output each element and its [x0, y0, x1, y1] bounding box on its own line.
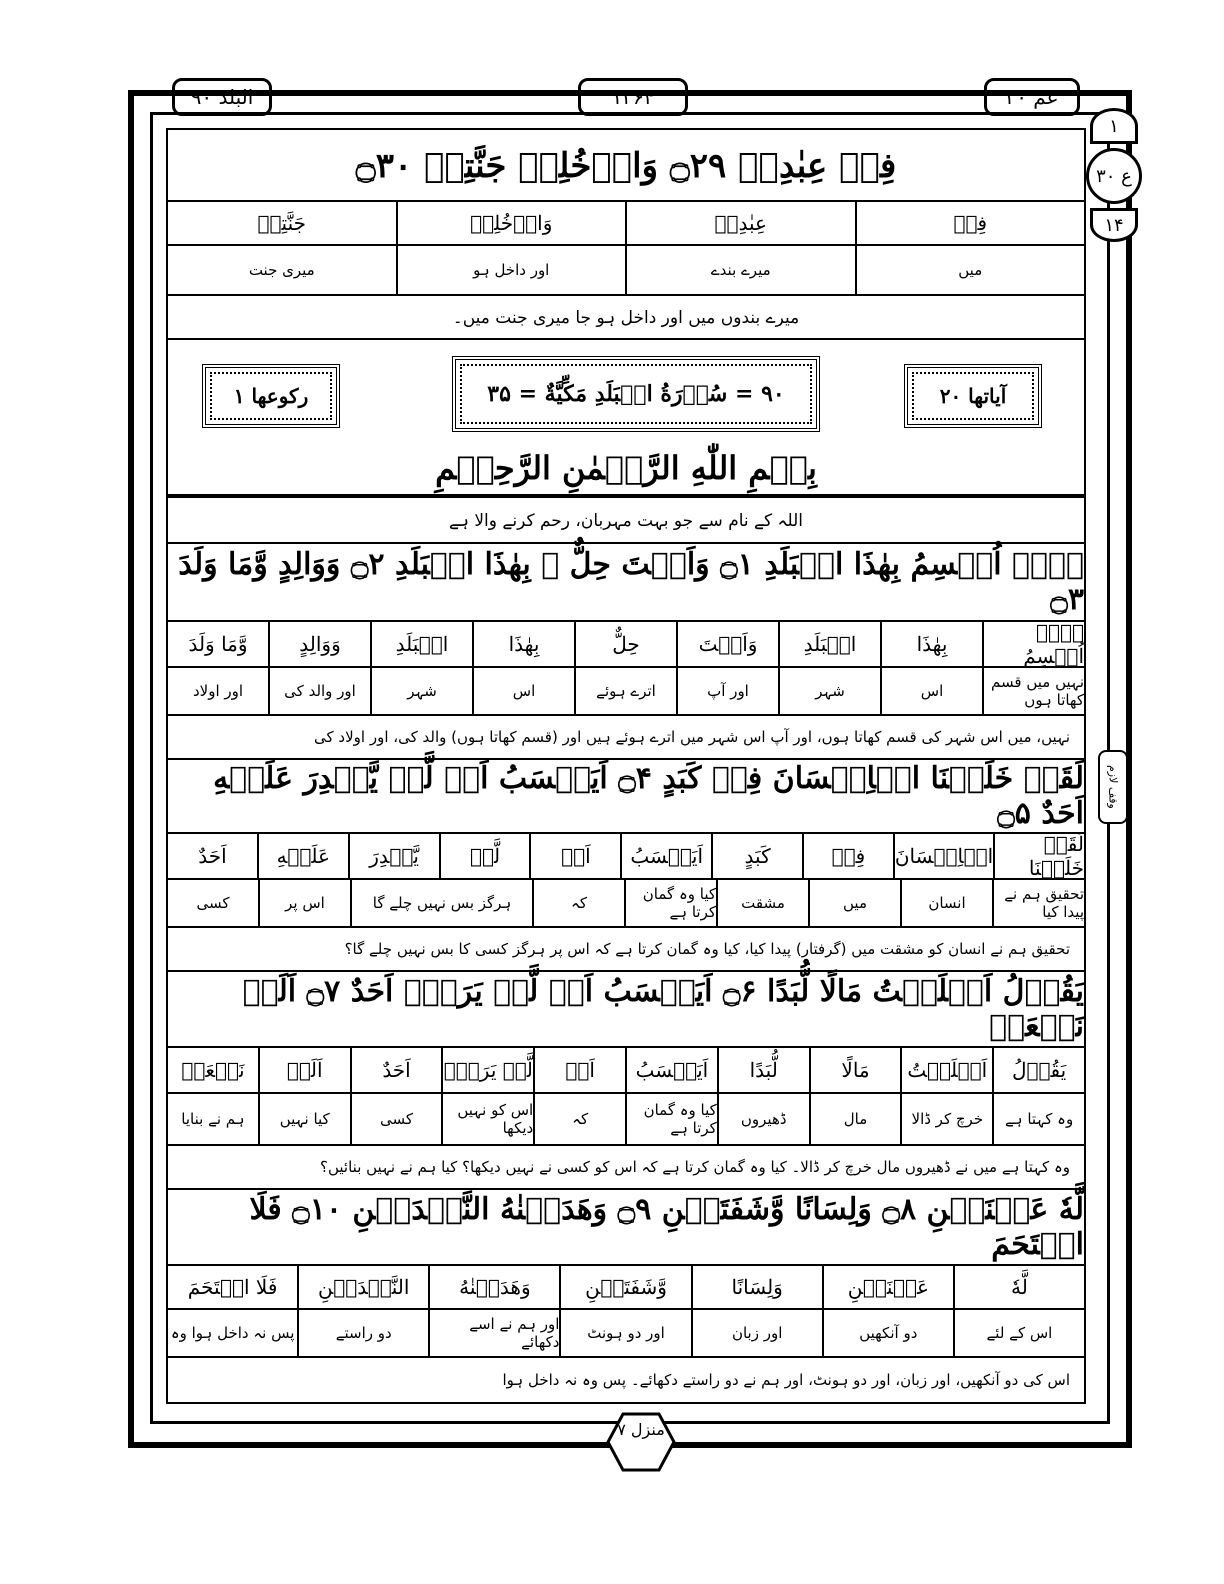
- word-cell: لَاۤ اُقۡسِمُ: [982, 622, 1084, 666]
- word-cell: اَحَدٌ: [350, 1048, 442, 1092]
- word-cell: جَنَّتِىۡ: [257, 211, 306, 235]
- word-cell: وَادۡخُلِىۡ: [396, 202, 626, 244]
- meaning-cell: میں: [855, 246, 1085, 294]
- waqf-note: وقف لازم: [1098, 750, 1128, 824]
- ayah-line: [168, 760, 1084, 834]
- meaning-cell: میں: [808, 880, 900, 926]
- translation-line: [168, 716, 1084, 760]
- word-cell: اَلَمۡ: [258, 1048, 350, 1092]
- translation-text: میرے بندوں میں اور داخل ہو جا میری جنت میں۔: [452, 307, 800, 328]
- bismillah-translation: اللہ کے نام سے جو بہت مہربان، رحم کرنے والا ہے: [168, 496, 1084, 544]
- ayah-text: فِىۡ عِبٰدِىۡ ۝۲۹ وَادۡخُلِىۡ جَنَّتِىۡ ۝۳۰: [355, 145, 897, 186]
- word-cell: اَنۡ: [533, 1048, 625, 1092]
- word-row: [168, 202, 1084, 246]
- surah-reference: البلد ۹۰: [190, 85, 254, 109]
- word-cell: عَلَيۡهِ: [257, 834, 348, 878]
- ayah-line: [168, 544, 1084, 622]
- meaning-cell: اور ہم نے اسے دکھائے: [428, 1310, 559, 1356]
- meaning-cell: تحقیق ہم نے پیدا کیا: [992, 880, 1084, 926]
- meaning-cell: کہ: [533, 1094, 625, 1144]
- word-cell: مَالًا: [809, 1048, 901, 1092]
- word-cell: نَجۡعَلۡ: [181, 1058, 245, 1082]
- ayah-line: [168, 130, 1084, 202]
- ayat-count-ornament: آیاتھا ۲۰: [904, 364, 1042, 428]
- translation-line: [168, 296, 1084, 340]
- word-cell: الۡاِنۡسَانَ: [893, 834, 993, 878]
- ayah-text: لَقَدۡ خَلَقۡنَا الۡاِنۡسَانَ فِىۡ كَبَدٍ ۝۴ اَيَحۡسَبُ اَنۡ لَّنۡ يَّقۡدِرَ عَلَيۡهِ اَحَدٌ ۝۵: [213, 761, 1084, 831]
- word-row: [168, 1048, 1084, 1094]
- word-cell: حِلٌّ: [574, 622, 676, 666]
- word-cell: عَيۡنَيۡنِ: [822, 1266, 953, 1308]
- word-row: [168, 622, 1084, 668]
- meaning-cell: ڈھیروں: [717, 1094, 809, 1144]
- meaning-cell: دو آنکھیں: [822, 1310, 953, 1356]
- meaning-cell: ہرگز بس نہیں چلے گا: [350, 880, 532, 926]
- word-cell: اَنۡ: [529, 834, 620, 878]
- translation-text: نہیں، میں اس شہر کی قسم کھاتا ہوں، اور آپ اس شہر میں اترے ہوئے ہیں اور (قسم کھاتا ہوں) والد کی، اور اولاد کی: [314, 728, 1070, 746]
- meaning-cell: شہر: [370, 668, 472, 714]
- word-cell: بِهٰذَا: [472, 622, 574, 666]
- meaning-cell: مشقت: [716, 880, 808, 926]
- meaning-cell: کیا وہ گمان کرتا ہے: [625, 1094, 717, 1144]
- ruku-count-ornament: رکوعھا ۱: [202, 364, 340, 428]
- ayah-text: لَاۤ اُقۡسِمُ بِهٰذَا الۡبَلَدِ ۝۱ وَاَنۡتَ حِلٌّ ۢ بِهٰذَا الۡبَلَدِ ۝۲ وَوَالِدٍ وَّمَا وَلَدَ ۝۳: [178, 547, 1084, 617]
- word-cell: كَبَدٍ: [711, 834, 802, 878]
- word-cell: الۡبَلَدِ: [778, 622, 880, 666]
- ayah-text: يَقُوۡلُ اَهۡلَكۡتُ مَالًا لُّبَدًا ۝۶ اَيَحۡسَبُ اَنۡ لَّمۡ يَرَهٗۤ اَحَدٌ ۝۷ اَلَمۡ نَجۡعَلۡ: [242, 974, 1084, 1044]
- word-cell: لَّمۡ يَرَهٗۤ: [441, 1048, 533, 1092]
- translation-line: [168, 1146, 1084, 1190]
- side-marker-bottom: ۱۴: [1090, 208, 1138, 242]
- translation-text: اس کی دو آنکھیں، اور زبان، اور دو ہونٹ، اور ہم نے دو راستے دکھائے۔ پس وہ نہ داخل ہوا: [502, 1371, 1070, 1389]
- ayah-line: [168, 972, 1084, 1048]
- manzil-label: منزل ۷: [617, 1420, 665, 1439]
- word-cell: لَقَدۡ خَلَقۡنَا: [993, 834, 1084, 878]
- meaning-cell: شہر: [778, 668, 880, 714]
- word-cell: عِبٰدِىۡ: [625, 202, 855, 244]
- meaning-cell: اس: [880, 668, 982, 714]
- word-cell: الۡبَلَدِ: [370, 622, 472, 666]
- page-content: [166, 128, 1086, 1404]
- meaning-cell: میری جنت: [248, 261, 315, 279]
- meaning-cell: مال: [809, 1094, 901, 1144]
- meaning-cell: اور والد کی: [268, 668, 370, 714]
- translation-line: [168, 928, 1084, 972]
- meaning-cell: اور زبان: [691, 1310, 822, 1356]
- meaning-row: [168, 880, 1084, 928]
- meaning-cell: وہ کہتا ہے: [992, 1094, 1084, 1144]
- bismillah: بِسۡمِ اللّٰهِ الرَّحۡمٰنِ الرَّحِيۡمِ: [435, 449, 817, 487]
- para-reference: عم ۳۰: [1005, 85, 1059, 109]
- meaning-cell: میرے بندے: [625, 246, 855, 294]
- meaning-cell: اس: [472, 668, 574, 714]
- word-cell: اَيَحۡسَبُ: [625, 1048, 717, 1092]
- side-marker-ruku: ع ۳۰: [1086, 148, 1142, 204]
- page-number: ۱۲۶۴: [611, 85, 655, 109]
- meaning-cell: اس کو نہیں دیکھا: [441, 1094, 533, 1144]
- word-cell: لَّنۡ: [439, 834, 530, 878]
- word-cell: وَهَدَيۡنٰهُ: [428, 1266, 559, 1308]
- meaning-cell: اترے ہوئے: [574, 668, 676, 714]
- meaning-cell: کہ: [532, 880, 624, 926]
- meaning-cell: کسی: [196, 894, 230, 912]
- word-row: [168, 1266, 1084, 1310]
- translation-text: وہ کہتا ہے میں نے ڈھیروں مال خرچ کر ڈالا۔ کیا وہ گمان کرتا ہے کہ اس کو کسی نے نہیں دیکھا؟ کیا ہم نے نہیں بنائیں؟: [320, 1158, 1070, 1176]
- word-cell: يَّقۡدِرَ: [348, 834, 439, 878]
- side-marker-top: ۱: [1090, 108, 1138, 144]
- word-cell: فَلَا اقۡتَحَمَ: [187, 1275, 278, 1299]
- meaning-cell: ہم نے بنایا: [181, 1110, 245, 1128]
- word-row: [168, 834, 1084, 880]
- meaning-cell: اور اولاد: [192, 682, 244, 700]
- surah-title-ornament: ۹۰ = سُوۡرَةُ الۡبَلَدِ مَكِّيَّةٌ = ۳۵: [452, 356, 820, 432]
- meaning-cell: کیا نہیں: [258, 1094, 350, 1144]
- meaning-cell: کیا وہ گمان کرتا ہے: [624, 880, 716, 926]
- word-cell: فِىۡ: [855, 202, 1085, 244]
- word-cell: اَحَدٌ: [198, 844, 227, 868]
- meaning-row: [168, 1310, 1084, 1358]
- word-cell: بِهٰذَا: [880, 622, 982, 666]
- meaning-cell: اس کے لئے: [953, 1310, 1084, 1356]
- ayah-text: لَّهٗ عَيۡنَيۡنِ ۝۸ وَلِسَانًا وَّشَفَتَيۡنِ ۝۹ وَهَدَيۡنٰهُ النَّجۡدَيۡنِ ۝۱۰ فَلَا اقۡتَحَمَ: [249, 1192, 1084, 1262]
- translation-line: [168, 1358, 1084, 1402]
- word-cell: يَقُوۡلُ: [992, 1048, 1084, 1092]
- word-cell: وَلِسَانًا: [691, 1266, 822, 1308]
- word-cell: وَاَنۡتَ: [676, 622, 778, 666]
- word-cell: وَّشَفَتَيۡنِ: [559, 1266, 690, 1308]
- word-cell: فِىۡ: [802, 834, 893, 878]
- meaning-cell: خرچ کر ڈالا: [900, 1094, 992, 1144]
- meaning-cell: اور آپ: [676, 668, 778, 714]
- meaning-row: [168, 246, 1084, 296]
- word-cell: لُّبَدًا: [717, 1048, 809, 1092]
- word-cell: لَّهٗ: [953, 1266, 1084, 1308]
- meaning-cell: اور داخل ہو: [396, 246, 626, 294]
- meaning-row: [168, 1094, 1084, 1146]
- meaning-cell: اور دو ہونٹ: [559, 1310, 690, 1356]
- meaning-cell: نہیں میں قسم کھاتا ہوں: [982, 668, 1084, 714]
- word-cell: النَّجۡدَيۡنِ: [297, 1266, 428, 1308]
- word-cell: اَهۡلَكۡتُ: [900, 1048, 992, 1092]
- word-cell: اَيَحۡسَبُ: [620, 834, 711, 878]
- meaning-cell: پس نہ داخل ہوا وہ: [170, 1324, 295, 1342]
- meaning-cell: کسی: [350, 1094, 442, 1144]
- meaning-cell: انسان: [900, 880, 992, 926]
- word-cell: وَوَالِدٍ: [268, 622, 370, 666]
- word-cell: وَّمَا وَلَدَ: [188, 632, 248, 656]
- translation-text: تحقیق ہم نے انسان کو مشقت میں (گرفتار) پیدا کیا، کیا وہ گمان کرتا ہے کہ اس پر ہرگز کسی کا بس نہیں چلے گا؟: [344, 940, 1070, 958]
- meaning-cell: اس پر: [258, 880, 350, 926]
- meaning-cell: دو راستے: [297, 1310, 428, 1356]
- ayah-line: [168, 1190, 1084, 1266]
- meaning-row: [168, 668, 1084, 716]
